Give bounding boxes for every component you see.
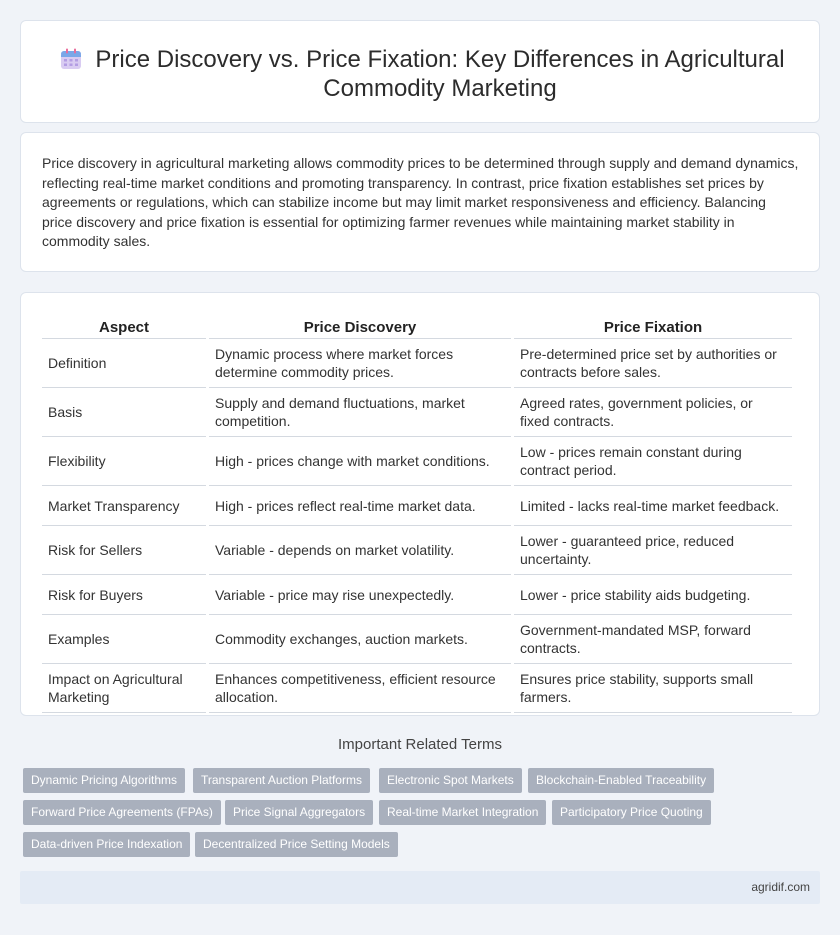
cell-fixation: Limited - lacks real-time market feedback. [514, 486, 792, 526]
table-row [42, 526, 792, 575]
related-tag[interactable]: Dynamic Pricing Algorithms [23, 768, 185, 793]
title-card [20, 20, 820, 123]
related-tag[interactable]: Forward Price Agreements (FPAs) [23, 800, 221, 825]
related-terms-heading: Important Related Terms [338, 736, 502, 753]
cell-discovery: Enhances competitiveness, efficient resource allocation. [209, 664, 511, 713]
cell-discovery: Variable - price may rise unexpectedly. [209, 575, 511, 615]
intro-card [20, 132, 820, 272]
intro-paragraph: Price discovery in agricultural marketing allows commodity prices to be determined through supply and demand dynamics, reflecting real-time market conditions and promoting transparency. In contrast, price fixation establishes set prices by agreements or regulations, which can stabilize income but may limit market responsiveness and efficiency. Balancing price discovery and price fixation is essential for optimizing farmer revenues while maintaining market stability in commodity sales. [42, 155, 799, 250]
cell-aspect: Basis [42, 388, 206, 437]
page-title: Price Discovery vs. Price Fixation: Key Differences in Agricultural Commodity Marketing [95, 46, 785, 102]
cell-discovery: Supply and demand fluctuations, market competition. [209, 388, 511, 437]
cell-aspect: Market Transparency [42, 486, 206, 526]
cell-discovery: Variable - depends on market volatility. [209, 526, 511, 575]
cell-fixation: Lower - guaranteed price, reduced uncertainty. [514, 526, 792, 575]
header-price-discovery: Price Discovery [209, 314, 511, 339]
header-price-fixation: Price Fixation [514, 314, 792, 339]
footer-bar [20, 871, 820, 904]
cell-aspect: Impact on Agricultural Marketing [42, 664, 206, 713]
related-tag[interactable]: Electronic Spot Markets [379, 768, 522, 793]
cell-fixation: Ensures price stability, supports small farmers. [514, 664, 792, 713]
table-row [42, 388, 792, 437]
header-aspect: Aspect [42, 314, 206, 339]
footer-site[interactable]: agridif.com [751, 880, 810, 894]
table-row [42, 575, 792, 615]
related-tag[interactable]: Real-time Market Integration [379, 800, 546, 825]
comparison-table [39, 314, 795, 713]
related-tag[interactable]: Data-driven Price Indexation [23, 832, 190, 857]
table-row [42, 486, 792, 526]
table-row [42, 339, 792, 388]
cell-aspect: Definition [42, 339, 206, 388]
related-tag[interactable]: Blockchain-Enabled Traceability [528, 768, 714, 793]
cell-aspect: Examples [42, 615, 206, 664]
cell-fixation: Agreed rates, government policies, or fixed contracts. [514, 388, 792, 437]
table-row [42, 664, 792, 713]
cell-discovery: Commodity exchanges, auction markets. [209, 615, 511, 664]
related-tag[interactable]: Price Signal Aggregators [225, 800, 373, 825]
cell-fixation: Pre-determined price set by authorities or contracts before sales. [514, 339, 792, 388]
cell-fixation: Lower - price stability aids budgeting. [514, 575, 792, 615]
related-tag[interactable]: Transparent Auction Platforms [193, 768, 370, 793]
cell-discovery: High - prices change with market conditions. [209, 437, 511, 486]
cell-discovery: High - prices reflect real-time market data. [209, 486, 511, 526]
cell-aspect: Risk for Sellers [42, 526, 206, 575]
related-tag[interactable]: Participatory Price Quoting [552, 800, 711, 825]
table-row [42, 615, 792, 664]
cell-discovery: Dynamic process where market forces determine commodity prices. [209, 339, 511, 388]
cell-aspect: Risk for Buyers [42, 575, 206, 615]
comparison-card [20, 292, 820, 716]
cell-aspect: Flexibility [42, 437, 206, 486]
calendar-icon [59, 47, 83, 71]
related-tag[interactable]: Decentralized Price Setting Models [195, 832, 398, 857]
table-header-row [42, 314, 792, 339]
cell-fixation: Low - prices remain constant during contract period. [514, 437, 792, 486]
cell-fixation: Government-mandated MSP, forward contracts. [514, 615, 792, 664]
table-row [42, 437, 792, 486]
